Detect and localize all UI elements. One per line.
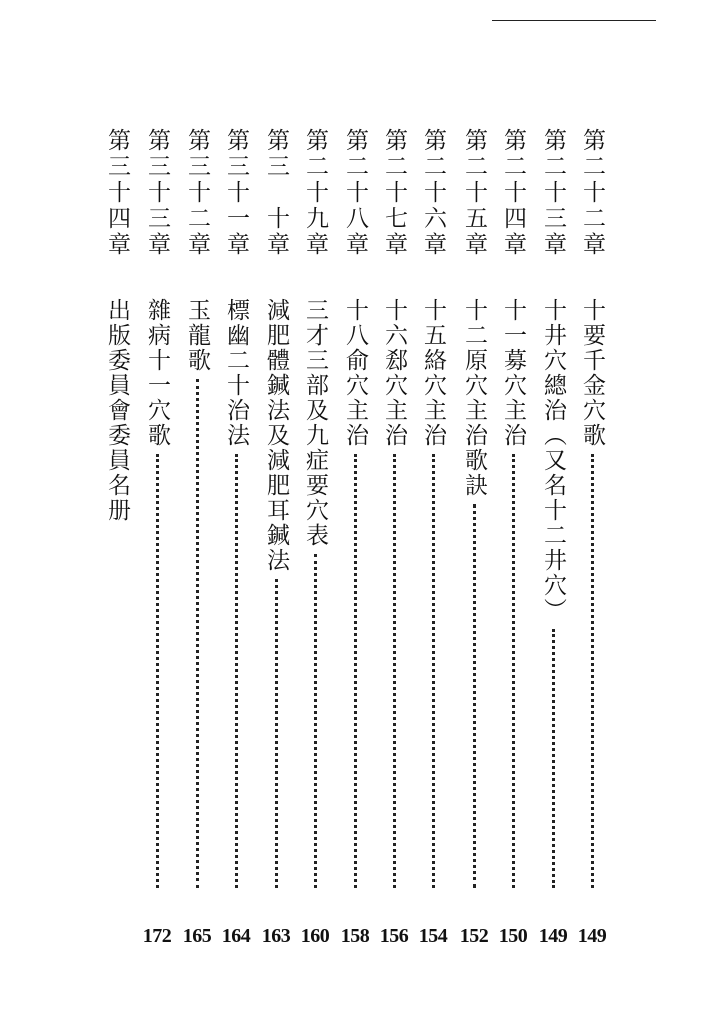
page-number: 150 <box>498 925 528 947</box>
chapter-number: 第三十四章 <box>104 128 130 258</box>
chapter-number: 第二十五章 <box>461 128 487 258</box>
dot-leader <box>275 579 278 888</box>
chapter-title: 十要千金穴歌 <box>579 298 605 448</box>
dot-leader <box>473 504 476 888</box>
page-number: 156 <box>379 925 409 947</box>
dot-leader <box>591 454 594 888</box>
chapter-number: 第二十八章 <box>342 128 368 258</box>
dot-leader <box>156 454 159 888</box>
dot-leader <box>235 454 238 888</box>
dot-leader <box>512 454 515 888</box>
chapter-title: 玉龍歌 <box>184 298 210 373</box>
page-number: 152 <box>459 925 489 947</box>
toc-entry-24[interactable] <box>495 128 531 888</box>
chapter-number: 第三十三章 <box>144 128 170 258</box>
chapter-title: 十一募穴主治 <box>500 298 526 448</box>
dot-leader <box>196 379 199 888</box>
chapter-number: 第三 十章 <box>263 128 289 258</box>
page-number: 165 <box>182 925 212 947</box>
toc-entry-22[interactable] <box>574 128 610 888</box>
chapter-title: 十六郄穴主治 <box>381 298 407 448</box>
toc-entry-31[interactable] <box>218 128 254 888</box>
toc-entry-26[interactable] <box>415 128 451 888</box>
toc-entry-33[interactable] <box>139 128 175 888</box>
page-number: 149 <box>577 925 607 947</box>
dot-leader <box>314 554 317 888</box>
chapter-title: 出版委員會委員名册 <box>104 298 130 523</box>
chapter-number: 第二十七章 <box>381 128 407 258</box>
toc-entry-32[interactable] <box>179 128 215 888</box>
dot-leader <box>432 454 435 888</box>
toc-entry-34[interactable] <box>99 128 135 888</box>
dot-leader <box>552 629 555 888</box>
chapter-number: 第二十四章 <box>500 128 526 258</box>
chapter-title: 十五絡穴主治 <box>420 298 446 448</box>
toc-entry-29[interactable] <box>297 128 333 888</box>
page-number: 160 <box>300 925 330 947</box>
toc-entry-28[interactable] <box>337 128 373 888</box>
chapter-number: 第三十一章 <box>223 128 249 258</box>
chapter-title: 減肥體鍼法及減肥耳鍼法 <box>263 298 289 573</box>
chapter-number: 第二十九章 <box>302 128 328 258</box>
toc-entry-30[interactable] <box>258 128 294 888</box>
page-number: 154 <box>418 925 448 947</box>
page-number: 149 <box>538 925 568 947</box>
toc-entry-23[interactable] <box>535 128 571 888</box>
chapter-number: 第二十六章 <box>420 128 446 258</box>
chapter-number: 第二十二章 <box>579 128 605 258</box>
chapter-title: 標幽二十治法 <box>223 298 249 448</box>
page-number: 163 <box>261 925 291 947</box>
chapter-title: 十井穴總治（又名十二井穴） <box>540 298 566 623</box>
chapter-number: 第二十三章 <box>540 128 566 258</box>
chapter-title: 三才三部及九症要穴表 <box>302 298 328 548</box>
dot-leader <box>393 454 396 888</box>
dot-leader <box>354 454 357 888</box>
chapter-title: 十二原穴主治歌訣 <box>461 298 487 498</box>
chapter-number: 第三十二章 <box>184 128 210 258</box>
toc-entry-27[interactable] <box>376 128 412 888</box>
page-number: 172 <box>142 925 172 947</box>
toc-entry-25[interactable] <box>456 128 492 888</box>
page-number: 158 <box>340 925 370 947</box>
page-number: 164 <box>221 925 251 947</box>
chapter-title: 十八俞穴主治 <box>342 298 368 448</box>
chapter-title: 雜病十一穴歌 <box>144 298 170 448</box>
